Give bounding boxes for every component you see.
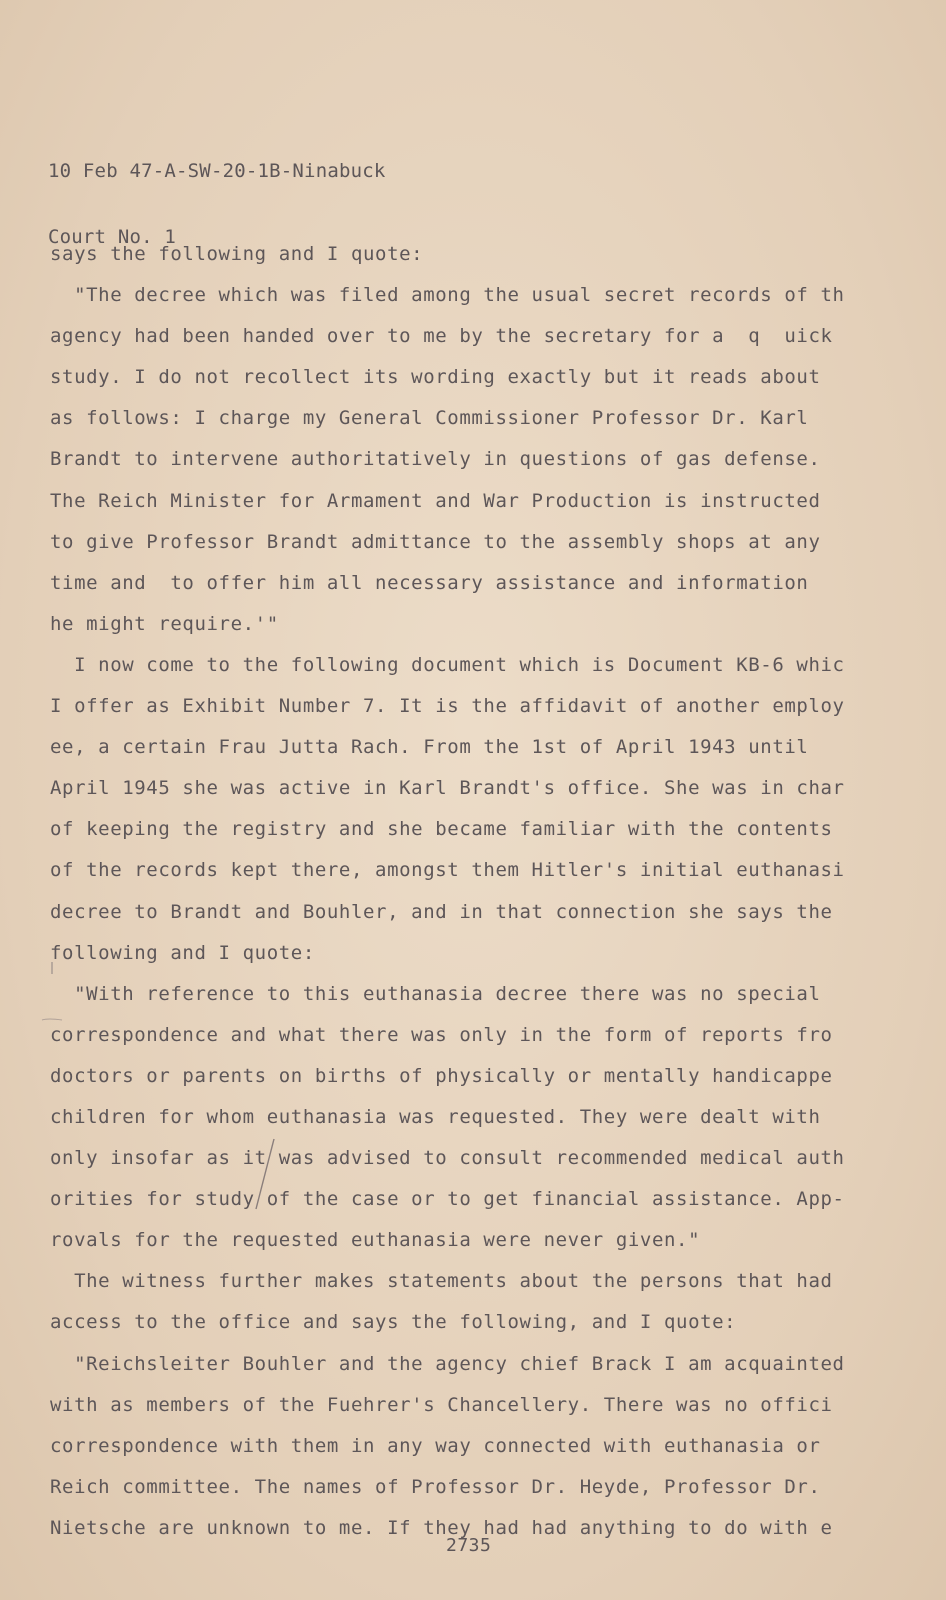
text-line: following and I quote: bbox=[50, 941, 315, 964]
page-number: 2735 bbox=[446, 1535, 492, 1556]
text-line: says the following and I quote: bbox=[50, 243, 424, 265]
text-line: of the records kept there, amongst them Hitler's initial euthanasi bbox=[50, 859, 845, 882]
text-line: Brandt to intervene authoritatively in questions of gas defense. bbox=[50, 448, 821, 471]
text-line: he might require.'" bbox=[50, 612, 279, 635]
text-line: doctors or parents on births of physically or mentally handicappe bbox=[50, 1064, 833, 1087]
text-line: The Reich Minister for Armament and War Production is instructed bbox=[50, 489, 821, 512]
text-line: with as members of the Fuehrer's Chancellery. There was no offici bbox=[50, 1393, 833, 1416]
transcript-body bbox=[50, 234, 895, 1549]
text-line: ee, a certain Frau Jutta Rach. From the 1st of April 1943 until bbox=[50, 736, 809, 759]
text-line: agency had been handed over to me by the secretary for a q uick bbox=[50, 325, 833, 348]
header-reference: 10 Feb 47-A-SW-20-1B-Ninabuck bbox=[48, 160, 386, 182]
text-line: "Reichsleiter Bouhler and the agency chief Brack I am acquainted bbox=[50, 1352, 845, 1375]
text-line: The witness further makes statements about the persons that had bbox=[50, 1270, 833, 1293]
text-line: as follows: I charge my General Commissioner Professor Dr. Karl bbox=[50, 407, 809, 430]
text-line: study. I do not recollect its wording exactly but it reads about bbox=[50, 366, 821, 389]
header-court: Court No. 1 bbox=[48, 226, 177, 248]
text-line: access to the office and says the following, and I quote: bbox=[50, 1311, 737, 1334]
text-line: time and to offer him all necessary assistance and information bbox=[50, 571, 809, 594]
text-line: of keeping the registry and she became familiar with the contents bbox=[50, 818, 833, 841]
text-line: "The decree which was filed among the usual secret records of th bbox=[50, 284, 845, 307]
text-line: decree to Brandt and Bouhler, and in that connection she says the bbox=[50, 900, 833, 923]
text-line: correspondence and what there was only in the form of reports fro bbox=[50, 1023, 833, 1046]
text-line: Reich committee. The names of Professor Dr. Heyde, Professor Dr. bbox=[50, 1475, 821, 1498]
text-line: April 1945 she was active in Karl Brandt's office. She was in char bbox=[50, 777, 845, 800]
text-line: to give Professor Brandt admittance to the assembly shops at any bbox=[50, 530, 821, 553]
text-line: I now come to the following document which is Document KB-6 whic bbox=[50, 653, 845, 676]
text-line: children for whom euthanasia was requested. They were dealt with bbox=[50, 1105, 821, 1128]
text-line: rovals for the requested euthanasia were never given." bbox=[50, 1229, 701, 1252]
text-line: only insofar as it was advised to consult recommended medical auth bbox=[50, 1147, 845, 1170]
text-line: correspondence with them in any way connected with euthanasia or bbox=[50, 1434, 821, 1457]
text-line: I offer as Exhibit Number 7. It is the affidavit of another employ bbox=[50, 695, 845, 718]
text-line: "With reference to this euthanasia decree there was no special bbox=[50, 982, 821, 1005]
text-line: orities for study of the case or to get financial assistance. App- bbox=[50, 1188, 845, 1211]
text-line: Nietsche are unknown to me. If they had had anything to do with e bbox=[50, 1516, 833, 1539]
